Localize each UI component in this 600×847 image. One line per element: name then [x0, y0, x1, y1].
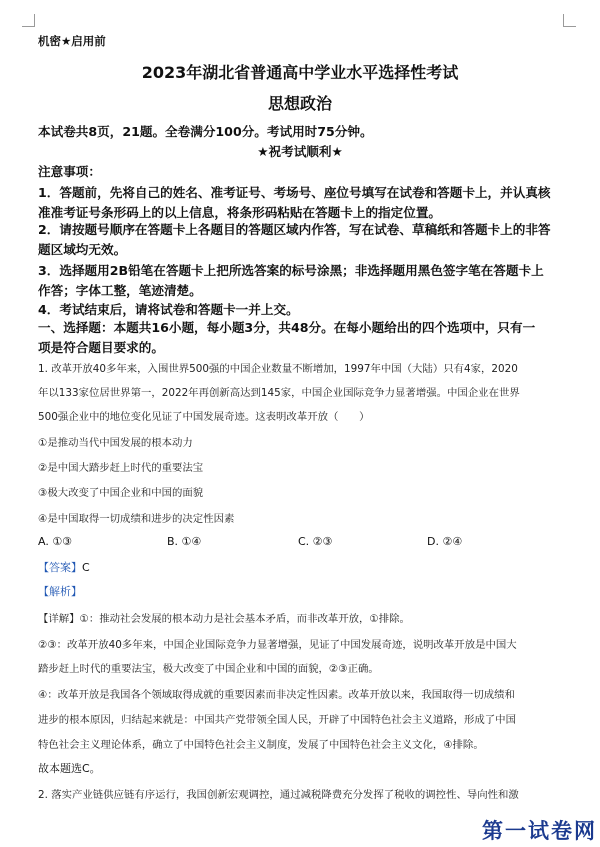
analysis-tag: 【解析】 — [38, 585, 82, 598]
note-line: 题区域均无效。 — [38, 242, 127, 257]
detail-line: 进步的根本原因，归结起来就是：中国共产党带领全国人民，开辟了中国特色社会主义道路，形成了中国 — [38, 714, 516, 726]
subject-title: 思想政治 — [267, 94, 332, 113]
good-luck-wish: ★祝考试顺利★ — [257, 144, 343, 159]
exam-info: 本试卷共8页，21题。全卷满分100分。考试用时75分钟。 — [38, 124, 373, 139]
question-stem-line: 500强企业中的地位变化见证了中国发展奇迹。这表明改革开放（ ） — [38, 411, 370, 423]
section-heading: 一、选择题：本题共16小题，每小题3分，共48分。在每小题给出的四个选项中，只有一 — [38, 320, 536, 335]
statement-1: ①是推动当代中国发展的根本动力 — [38, 437, 193, 449]
note-line: 3．选择题用2B铅笔在答题卡上把所选答案的标号涂黑；非选择题用黑色签字笔在答题卡上 — [38, 263, 544, 278]
note-line: 2．请按题号顺序在答题卡上各题目的答题区域内作答，写在试卷、草稿纸和答题卡上的非答 — [38, 222, 551, 237]
option-d: D. ②④ — [427, 535, 463, 548]
note-line: 1．答题前，先将自己的姓名、准考证号、考场号、座位号填写在试卷和答题卡上，并认真核 — [38, 185, 551, 200]
section-heading: 项是符合题目要求的。 — [38, 340, 164, 355]
note-line: 4．考试结束后，请将试卷和答题卡一并上交。 — [38, 302, 299, 317]
detail-line: 【详解】①：推动社会发展的根本动力是社会基本矛盾，而非改革开放，①排除。 — [38, 613, 410, 625]
brand-watermark: 第一试卷网 — [482, 818, 597, 843]
corner-mark-top-left — [22, 14, 35, 27]
question-stem-line: 1. 改革开放40多年来，入围世界500强的中国企业数量不断增加，1997年中国（大陆）只有4家，2020 — [38, 363, 518, 375]
question-stem-line: 年以133家位居世界第一，2022年再创新高达到145家，中国企业国际竞争力显著增强。中国企业在世界 — [38, 387, 520, 399]
option-a: A. ①③ — [38, 535, 73, 548]
notes-heading: 注意事项： — [38, 164, 101, 179]
detail-conclusion: 故本题选C。 — [38, 762, 101, 775]
note-line: 准准考证号条形码上的以上信息，将条形码粘贴在答题卡上的指定位置。 — [38, 205, 441, 220]
statement-2: ②是中国大踏步赶上时代的重要法宝 — [38, 462, 204, 474]
exam-title: 2023年湖北省普通高中学业水平选择性考试 — [141, 63, 459, 82]
answer-line — [38, 559, 90, 575]
statement-3: ③极大改变了中国企业和中国的面貌 — [38, 487, 204, 499]
detail-line: ④：改革开放是我国各个领域取得成就的重要因素而非决定性因素。改革开放以来，我国取得一切成绩和 — [38, 689, 515, 701]
option-b: B. ①④ — [167, 535, 202, 548]
corner-mark-top-right — [563, 14, 576, 27]
confidential-label: 机密★启用前 — [38, 34, 106, 48]
answer-value: C — [82, 561, 90, 574]
question2-stem: 2. 落实产业链供应链有序运行，我国创新宏观调控，通过减税降费充分发挥了税收的调控性、导向性和激 — [38, 789, 519, 801]
option-c: C. ②③ — [298, 535, 333, 548]
answer-tag: 【答案】 — [38, 561, 82, 574]
statement-4: ④是中国取得一切成绩和进步的决定性因素 — [38, 513, 235, 525]
detail-line: ②③：改革开放40多年来，中国企业国际竞争力显著增强，见证了中国发展奇迹，说明改革开放是中国大 — [38, 639, 517, 651]
note-line: 作答；字体工整，笔迹清楚。 — [38, 283, 202, 298]
detail-line: 特色社会主义理论体系，确立了中国特色社会主义制度，发展了中国特色社会主义文化，④排除。 — [38, 739, 484, 751]
detail-line: 踏步赶上时代的重要法宝，极大改变了中国企业和中国的面貌，②③正确。 — [38, 663, 379, 675]
